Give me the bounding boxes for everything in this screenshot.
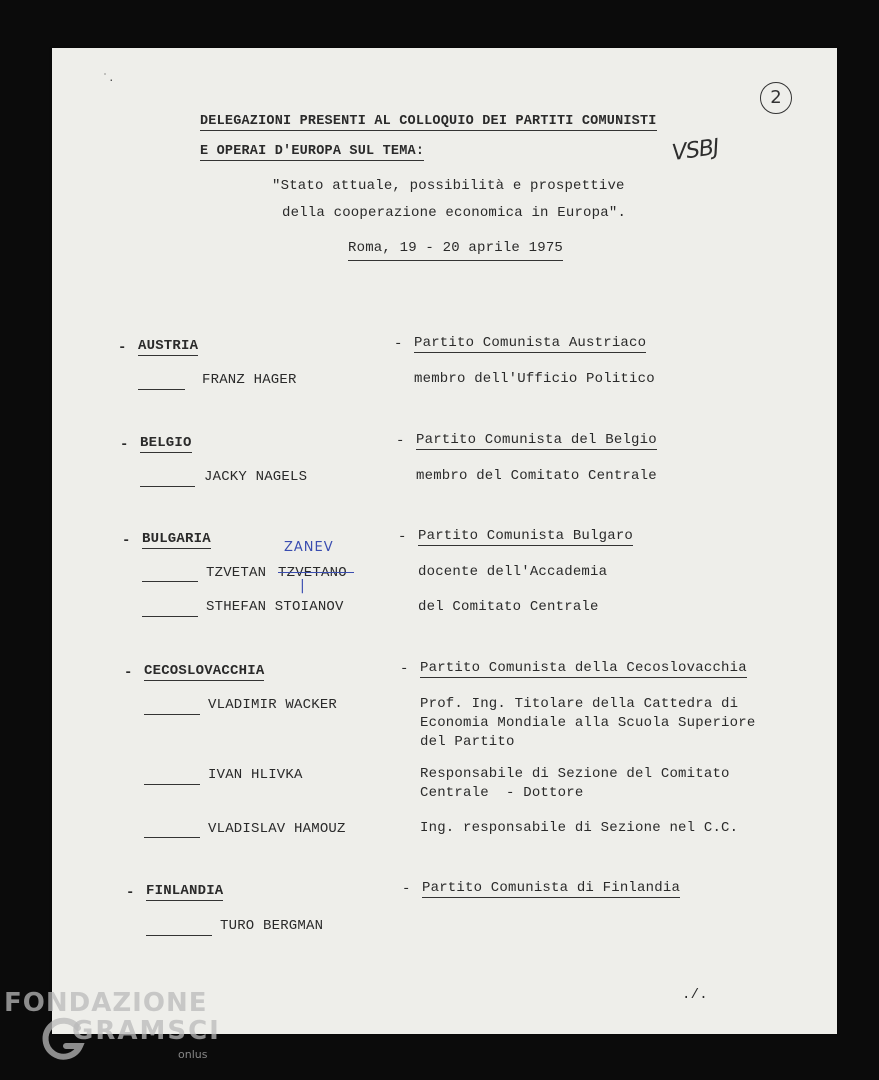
member-blank-line [142, 616, 198, 617]
member-role-line: Responsabile di Sezione del Comitato [420, 766, 730, 782]
party-finlandia: Partito Comunista di Finlandia [422, 880, 681, 896]
member-blank-line [144, 837, 200, 838]
member-name: IVAN HLIVKA [208, 767, 303, 783]
member-name-struck: TZVETANO [278, 565, 347, 581]
party-dash: - [396, 433, 405, 449]
member-role: del Comitato Centrale [418, 599, 599, 615]
member-role-line: Economia Mondiale alla Scuola Superiore [420, 715, 756, 731]
member-blank-line [140, 486, 195, 487]
page-number: 2 [760, 82, 792, 114]
member-role: membro del Comitato Centrale [416, 468, 657, 484]
title-line-2: E OPERAI D'EUROPA SUL TEMA: [200, 144, 425, 159]
party-dash: - [394, 336, 403, 352]
member-name: STHEFAN STOIANOV [206, 599, 344, 615]
country-belgio: BELGIO [140, 435, 192, 451]
party-austria: Partito Comunista Austriaco [414, 335, 647, 351]
member-name: TURO BERGMAN [220, 918, 324, 934]
country-dash: - [118, 340, 127, 356]
member-role-line: Centrale - Dottore [420, 785, 584, 801]
country-dash: - [120, 437, 129, 453]
party-dash: - [402, 881, 411, 897]
party-dash: - [398, 529, 407, 545]
correction-caret: | [300, 578, 305, 594]
stray-mark: ˙. [102, 74, 115, 85]
member-blank-line [144, 784, 200, 785]
title-line-1: DELEGAZIONI PRESENTI AL COLLOQUIO DEI PARTITI COMUNISTI [200, 114, 657, 129]
country-dash: - [124, 665, 133, 681]
country-dash: - [126, 885, 135, 901]
member-blank-line [146, 935, 212, 936]
country-cecoslovacchia: CECOSLOVACCHIA [144, 663, 265, 679]
member-role: Ing. responsabile di Sezione nel C.C. [420, 820, 739, 836]
watermark-line-2: GRAMSCI [72, 1016, 221, 1046]
country-bulgaria: BULGARIA [142, 531, 211, 547]
member-blank-line [144, 714, 200, 715]
country-dash: - [122, 533, 131, 549]
party-belgio: Partito Comunista del Belgio [416, 432, 657, 448]
member-role: membro dell'Ufficio Politico [414, 371, 655, 387]
continuation-mark: ./. [682, 987, 708, 1003]
member-blank-line [142, 581, 198, 582]
subtitle-line-1: "Stato attuale, possibilità e prospettive [272, 178, 625, 194]
member-role: docente dell'Accademia [418, 564, 608, 580]
country-finlandia: FINLANDIA [146, 883, 224, 899]
party-bulgaria: Partito Comunista Bulgaro [418, 528, 634, 544]
party-cecoslovacchia: Partito Comunista della Cecoslovacchia [420, 660, 747, 676]
handwritten-initials: VSBJ [670, 134, 721, 167]
member-name-first: TZVETAN [206, 565, 267, 581]
member-role-line: Prof. Ing. Titolare della Cattedra di [420, 696, 739, 712]
strikethrough-mark [278, 572, 354, 573]
subtitle-line-2: della cooperazione economica in Europa". [282, 205, 627, 221]
watermark-onlus: onlus [178, 1048, 208, 1061]
party-dash: - [400, 661, 409, 677]
country-austria: AUSTRIA [138, 338, 199, 354]
fondazione-gramsci-watermark [4, 984, 224, 1080]
member-name: VLADISLAV HAMOUZ [208, 821, 346, 837]
member-name: FRANZ HAGER [202, 372, 297, 388]
member-name: VLADIMIR WACKER [208, 697, 338, 713]
member-name: JACKY NAGELS [204, 469, 308, 485]
member-blank-line [138, 389, 185, 390]
meeting-date: Roma, 19 - 20 aprile 1975 [348, 240, 563, 261]
watermark-line-1: FONDAZIONE [4, 988, 208, 1018]
member-role-line: del Partito [420, 734, 515, 750]
document-page [52, 48, 837, 1034]
handwritten-correction: ZANEV [284, 540, 334, 555]
